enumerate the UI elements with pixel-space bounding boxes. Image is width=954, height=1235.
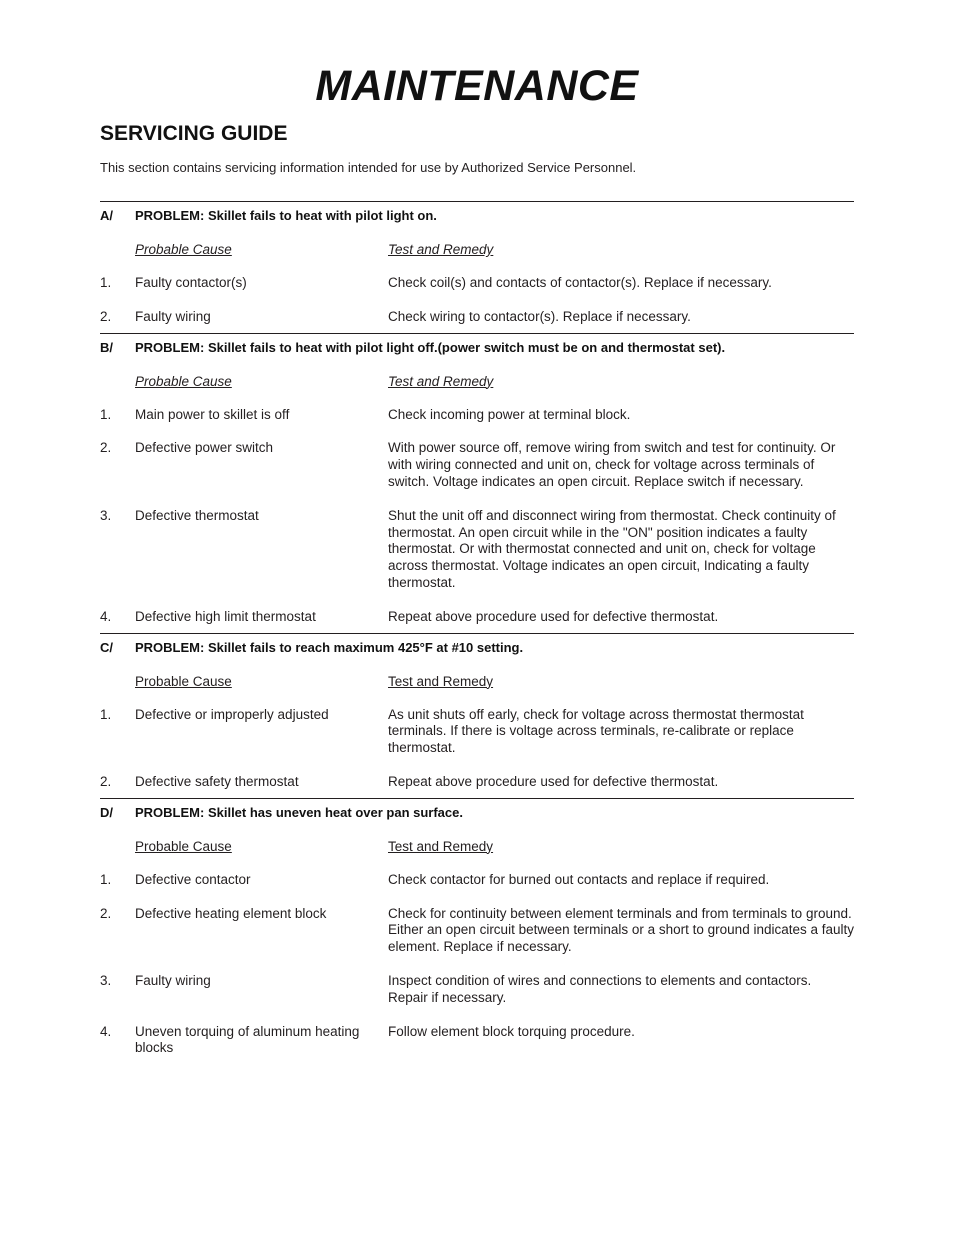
item-remedy: Shut the unit off and disconnect wiring from thermostat. Check continuity of thermostat. An open circuit while in the "ON" position indicates a faulty thermostat. Or with thermostat connected and unit on, check for voltage across thermostat. Voltage indicates an open circuit, Indicating a faulty thermostat. <box>388 507 836 590</box>
section-letter: B/ <box>100 339 113 355</box>
item-cause: Main power to skillet is off <box>135 406 290 422</box>
intro-text: This section contains servicing information intended for use by Authorized Service Personnel. <box>100 160 637 175</box>
item-number: 4. <box>100 1023 112 1039</box>
problem-text: PROBLEM: Skillet fails to reach maximum 425°F at #10 setting. <box>135 639 524 655</box>
problem-text: PROBLEM: Skillet fails to heat with pilot light on. <box>135 208 437 223</box>
problem-text: PROBLEM: Skillet fails to heat with pilot light off.(power switch must be on and thermostat set). <box>135 339 726 355</box>
test-and-remedy-header: Test and Remedy <box>388 838 494 854</box>
item-number: 1. <box>100 275 112 290</box>
item-number: 1. <box>100 406 112 422</box>
problem-section-a <box>100 201 854 333</box>
list-item <box>100 440 854 490</box>
item-remedy: Follow element block torquing procedure. <box>388 1023 635 1039</box>
item-cause: Faulty contactor(s) <box>135 275 247 290</box>
item-cause: Defective or improperly adjusted <box>135 706 329 722</box>
item-remedy: Check coil(s) and contacts of contactor(s). Replace if necessary. <box>388 275 772 290</box>
probable-cause-header: Probable Cause <box>135 242 232 257</box>
item-remedy: Check wiring to contactor(s). Replace if necessary. <box>388 308 691 324</box>
item-remedy: As unit shuts off early, check for voltage across thermostat thermostat terminals. If there is voltage across terminals, re-calibrate or replace thermostat. <box>388 706 804 756</box>
servicing-guide <box>100 201 854 1057</box>
section-subtitle: SERVICING GUIDE <box>100 122 288 145</box>
column-headers <box>100 374 854 390</box>
item-remedy: Inspect condition of wires and connections to elements and contactors. Repair if necessary. <box>388 972 812 1005</box>
problem-heading <box>100 208 854 224</box>
list-item <box>100 609 854 626</box>
column-headers <box>100 674 854 690</box>
problem-heading <box>100 640 854 656</box>
list-item <box>100 906 854 956</box>
column-headers <box>100 242 854 258</box>
list-item <box>100 707 854 757</box>
probable-cause-header: Probable Cause <box>135 838 232 854</box>
list-item <box>100 309 854 326</box>
problem-section-d <box>100 798 854 1057</box>
list-item <box>100 872 854 889</box>
item-number: 2. <box>100 905 112 921</box>
test-and-remedy-header: Test and Remedy <box>388 373 494 389</box>
item-number: 2. <box>100 773 112 789</box>
problem-heading <box>100 805 854 821</box>
item-remedy: With power source off, remove wiring from switch and test for continuity. Or with wiring connected and unit on, check for voltage across terminals of switch. Voltage indicates an open circuit. Replace switch if necessary. <box>388 440 836 489</box>
item-number: 3. <box>100 507 112 523</box>
item-cause: Uneven torquing of aluminum heating blocks <box>135 1023 360 1056</box>
list-item <box>100 275 854 292</box>
page-title: MAINTENANCE <box>315 62 639 110</box>
item-cause: Defective contactor <box>135 871 251 887</box>
list-item <box>100 508 854 592</box>
item-number: 1. <box>100 706 112 722</box>
test-and-remedy-header: Test and Remedy <box>388 673 494 689</box>
list-item <box>100 774 854 791</box>
item-cause: Faulty wiring <box>135 308 211 324</box>
item-remedy: Check for continuity between element terminals and from terminals to ground. Either an open circuit between terminals or a short to ground indicates a faulty element. Replace if necessary. <box>388 905 855 955</box>
item-cause: Defective safety thermostat <box>135 773 299 789</box>
problem-section-c <box>100 633 854 798</box>
problem-section-b <box>100 333 854 633</box>
problem-text: PROBLEM: Skillet has uneven heat over pan surface. <box>135 804 463 820</box>
probable-cause-header: Probable Cause <box>135 673 232 689</box>
list-item <box>100 973 854 1007</box>
item-number: 2. <box>100 308 112 324</box>
item-cause: Defective thermostat <box>135 507 259 523</box>
item-remedy: Repeat above procedure used for defective thermostat. <box>388 608 719 624</box>
test-and-remedy-header: Test and Remedy <box>388 242 494 257</box>
section-letter: C/ <box>100 639 113 655</box>
item-number: 2. <box>100 440 112 456</box>
item-cause: Defective heating element block <box>135 905 327 921</box>
section-letter: D/ <box>100 804 113 820</box>
column-headers <box>100 839 854 855</box>
item-remedy: Repeat above procedure used for defective thermostat. <box>388 773 719 789</box>
item-cause: Faulty wiring <box>135 972 211 988</box>
section-letter: A/ <box>100 208 113 223</box>
item-number: 1. <box>100 871 112 887</box>
list-item <box>100 407 854 424</box>
item-cause: Defective high limit thermostat <box>135 608 316 624</box>
problem-heading <box>100 340 854 356</box>
item-number: 3. <box>100 972 112 988</box>
item-number: 4. <box>100 608 112 624</box>
item-remedy: Check contactor for burned out contacts and replace if required. <box>388 871 770 887</box>
probable-cause-header: Probable Cause <box>135 373 232 389</box>
item-remedy: Check incoming power at terminal block. <box>388 406 631 422</box>
item-cause: Defective power switch <box>135 440 274 456</box>
list-item <box>100 1024 854 1058</box>
